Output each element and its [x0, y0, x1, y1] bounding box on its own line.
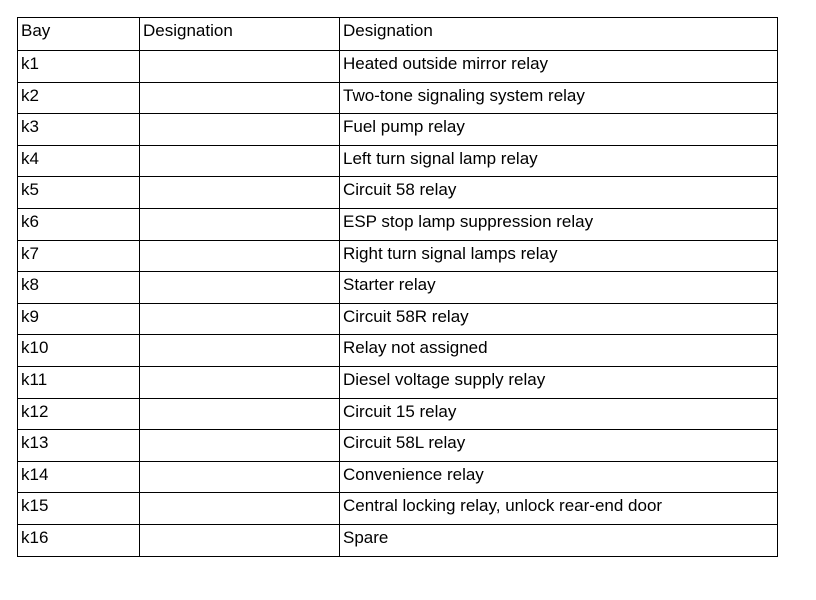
table-row: [18, 145, 778, 177]
designation-cell: [140, 145, 340, 177]
description-cell: Two-tone signaling system relay: [340, 82, 778, 114]
description-cell: Spare: [340, 524, 778, 556]
designation-cell: [140, 51, 340, 83]
designation-cell: [140, 208, 340, 240]
designation-cell: [140, 524, 340, 556]
description-cell: Circuit 58 relay: [340, 177, 778, 209]
description-cell: Circuit 58L relay: [340, 430, 778, 462]
bay-cell: k3: [18, 114, 140, 146]
table-row: [18, 272, 778, 304]
designation-cell: [140, 461, 340, 493]
description-cell: Heated outside mirror relay: [340, 51, 778, 83]
designation-cell: [140, 272, 340, 304]
bay-cell: k5: [18, 177, 140, 209]
bay-cell: k6: [18, 208, 140, 240]
designation-cell: [140, 430, 340, 462]
bay-cell: k11: [18, 366, 140, 398]
bay-cell: k15: [18, 493, 140, 525]
table-row: [18, 398, 778, 430]
bay-cell: k12: [18, 398, 140, 430]
bay-cell: k10: [18, 335, 140, 367]
table-header: [18, 18, 778, 51]
bay-cell: k8: [18, 272, 140, 304]
table-row: [18, 493, 778, 525]
designation-cell: [140, 303, 340, 335]
table-row: [18, 366, 778, 398]
description-cell: Central locking relay, unlock rear-end door: [340, 493, 778, 525]
description-cell: Right turn signal lamps relay: [340, 240, 778, 272]
designation-cell: [140, 398, 340, 430]
table-row: [18, 208, 778, 240]
bay-cell: k2: [18, 82, 140, 114]
designation-cell: [140, 177, 340, 209]
designation-cell: [140, 366, 340, 398]
description-cell: Relay not assigned: [340, 335, 778, 367]
bay-cell: k9: [18, 303, 140, 335]
table-row: [18, 303, 778, 335]
table-row: [18, 335, 778, 367]
table-row: [18, 240, 778, 272]
header-designation: Designation: [140, 18, 340, 51]
bay-cell: k13: [18, 430, 140, 462]
designation-cell: [140, 82, 340, 114]
description-cell: Fuel pump relay: [340, 114, 778, 146]
designation-cell: [140, 240, 340, 272]
relay-assignment-table: [17, 17, 778, 557]
description-cell: Starter relay: [340, 272, 778, 304]
designation-cell: [140, 335, 340, 367]
bay-cell: k16: [18, 524, 140, 556]
designation-cell: [140, 493, 340, 525]
table-row: [18, 114, 778, 146]
table-row: [18, 51, 778, 83]
bay-cell: k7: [18, 240, 140, 272]
description-cell: Left turn signal lamp relay: [340, 145, 778, 177]
table-body: [18, 51, 778, 557]
header-bay: Bay: [18, 18, 140, 51]
description-cell: ESP stop lamp suppression relay: [340, 208, 778, 240]
table-row: [18, 461, 778, 493]
bay-cell: k14: [18, 461, 140, 493]
table-row: [18, 82, 778, 114]
description-cell: Diesel voltage supply relay: [340, 366, 778, 398]
designation-cell: [140, 114, 340, 146]
header-row: [18, 18, 778, 51]
table-row: [18, 524, 778, 556]
table-row: [18, 430, 778, 462]
description-cell: Circuit 58R relay: [340, 303, 778, 335]
description-cell: Convenience relay: [340, 461, 778, 493]
bay-cell: k4: [18, 145, 140, 177]
description-cell: Circuit 15 relay: [340, 398, 778, 430]
bay-cell: k1: [18, 51, 140, 83]
table-row: [18, 177, 778, 209]
header-designation-description: Designation: [340, 18, 778, 51]
